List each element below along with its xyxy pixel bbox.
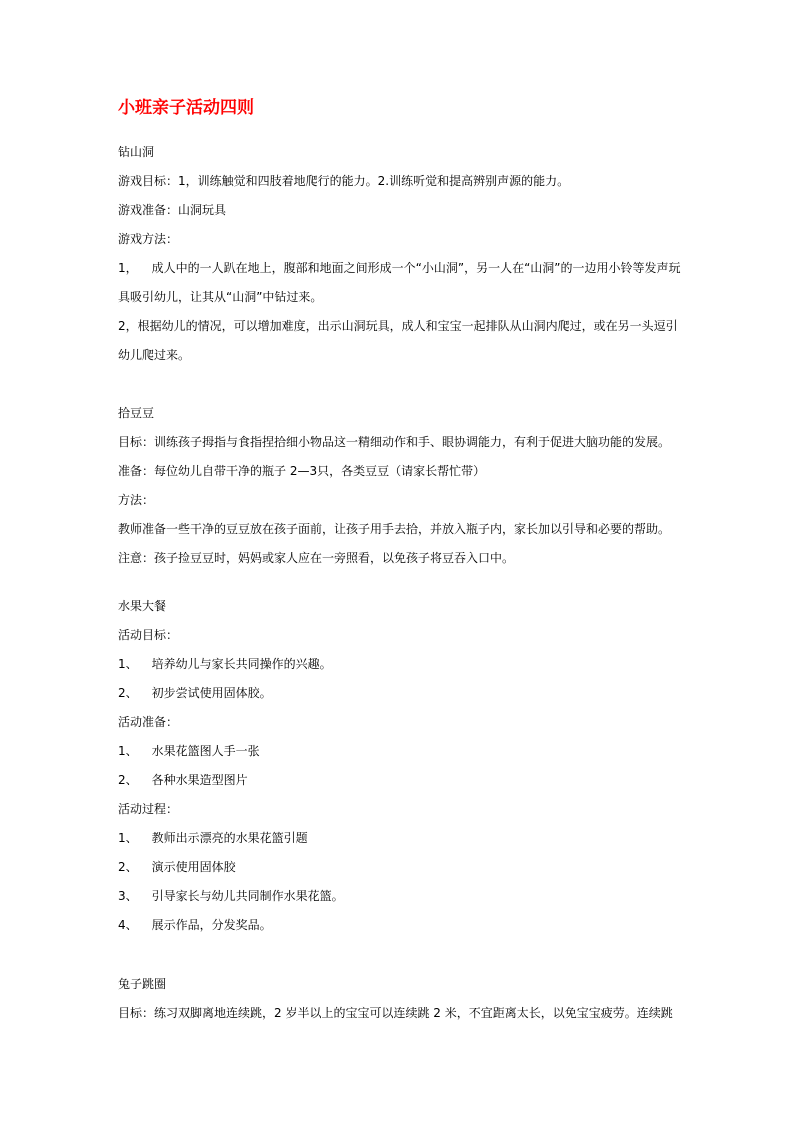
item-number: 1、 [118,831,138,845]
list-item [118,772,248,788]
item-number: 3、 [118,889,138,903]
list-item [118,743,260,759]
method-item-continuation: 具吸引幼儿，让其从“山洞”中钻过来。 [118,290,323,304]
list-item [118,685,272,701]
method-item: 2，根据幼儿的情况，可以增加难度，出示山洞玩具，成人和宝宝一起排队从山洞内爬过，或在另一头逗引 [118,319,678,333]
item-number: 1、 [118,744,138,758]
item-text: 教师出示漂亮的水果花篮引题 [151,831,308,845]
section-heading: 水果大餐 [118,599,167,613]
item-text: 培养幼儿与家长共同操作的兴趣。 [151,657,332,671]
method-item-continuation: 幼儿爬过来。 [118,348,191,362]
section-heading: 兔子跳圈 [118,977,167,991]
section-heading: 拾豆豆 [118,406,155,420]
method-item [118,260,681,276]
section-goal-label: 活动目标： [118,628,179,642]
section-method: 教师准备一些干净的豆豆放在孩子面前，让孩子用手去拾，并放入瓶子内，家长加以引导和必要的帮助。 [118,522,671,536]
section-method-label: 方法： [118,493,155,507]
section-prep-label: 活动准备： [118,715,179,729]
section-prep: 游戏准备：山洞玩具 [118,203,227,217]
section-process-label: 活动过程： [118,802,179,816]
item-text: 演示使用固体胶 [151,860,236,874]
document-title: 小班亲子活动四则 [118,98,254,118]
list-item [118,859,236,875]
section-note: 注意：孩子捡豆豆时，妈妈或家人应在一旁照看，以免孩子将豆吞入口中。 [118,551,515,565]
item-text: 水果花篮图人手一张 [151,744,260,758]
item-number: 2、 [118,686,138,700]
section-method-label: 游戏方法： [118,232,179,246]
section-goal: 目标：练习双脚离地连续跳，2 岁半以上的宝宝可以连续跳 2 米，不宜距离太长，以免宝宝疲劳。连续跳 [118,1006,673,1020]
item-text: 展示作品，分发奖品。 [151,918,272,932]
item-number: 2、 [118,773,138,787]
item-text: 成人中的一人趴在地上，腹部和地面之间形成一个“小山洞”，另一人在“山洞”的一边用小铃等发声玩 [151,261,681,275]
item-number: 4、 [118,918,138,932]
section-prep: 准备：每位幼儿自带干净的瓶子 2—3只，各类豆豆（请家长帮忙带） [118,464,486,478]
item-number: 1， [118,261,138,275]
section-goal: 目标：训练孩子拇指与食指捏拾细小物品这一精细动作和手、眼协调能力，有利于促进大脑功能的发展。 [118,435,671,449]
list-item [118,917,272,933]
list-item [118,888,344,904]
item-text: 各种水果造型图片 [151,773,248,787]
item-text: 引导家长与幼儿共同制作水果花篮。 [151,889,344,903]
section-heading: 钻山洞 [118,145,155,159]
item-text: 初步尝试使用固体胶。 [151,686,272,700]
list-item [118,830,308,846]
item-number: 1、 [118,657,138,671]
section-goal: 游戏目标：1，训练触觉和四肢着地爬行的能力。2.训练听觉和提高辨别声源的能力。 [118,174,570,188]
list-item [118,656,332,672]
item-number: 2、 [118,860,138,874]
